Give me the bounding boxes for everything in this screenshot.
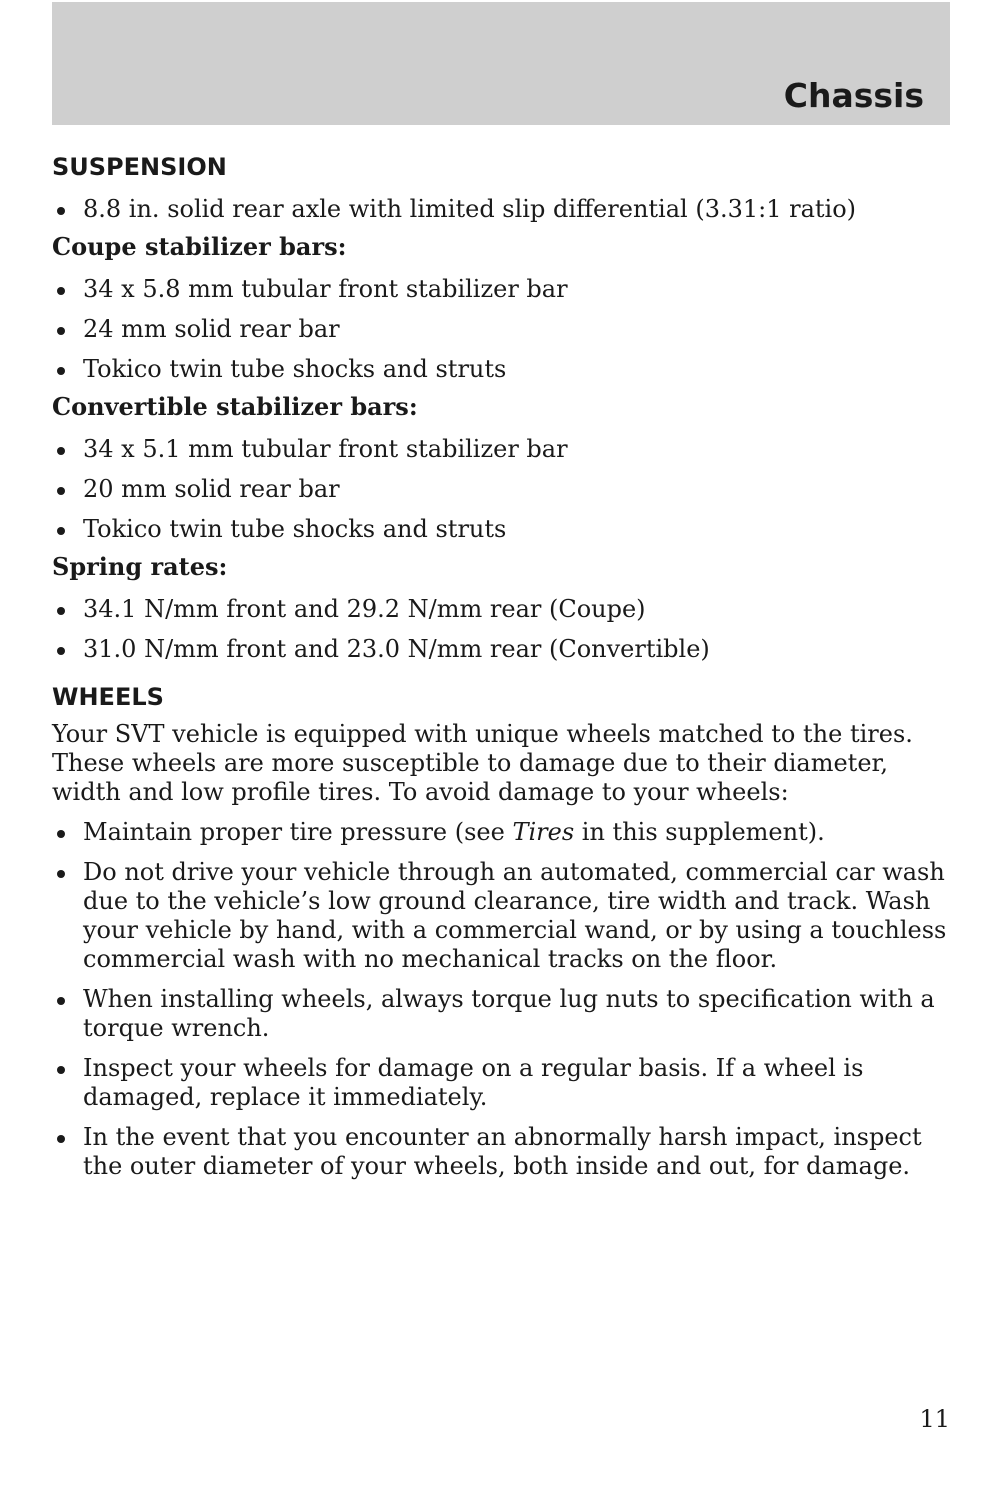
convertible-stabilizer-heading: Convertible stabilizer bars: [52, 392, 418, 421]
list-item: 8.8 in. solid rear axle with limited slip differential (3.31:1 ratio) [52, 195, 950, 224]
tires-reference: Tires [512, 818, 575, 846]
page-content [52, 150, 950, 1181]
coupe-stabilizer-list [52, 275, 950, 384]
header-band [52, 2, 950, 125]
wheels-list [52, 818, 950, 1181]
list-item [52, 818, 950, 847]
list-item: 20 mm solid rear bar [52, 475, 950, 504]
list-item: In the event that you encounter an abnormally harsh impact, inspect the outer diameter of your wheels, both inside and out, for damage. [52, 1123, 950, 1181]
list-item: When installing wheels, always torque lug nuts to specification with a torque wrench. [52, 985, 950, 1043]
suspension-heading: SUSPENSION [52, 153, 227, 181]
tire-pressure-text-end: in this supplement). [574, 818, 825, 846]
list-item: Tokico twin tube shocks and struts [52, 515, 950, 544]
page-title: Chassis [783, 76, 924, 115]
convertible-stabilizer-list [52, 435, 950, 544]
coupe-stabilizer-heading: Coupe stabilizer bars: [52, 232, 347, 261]
spring-rates-heading: Spring rates: [52, 552, 228, 581]
list-item: 31.0 N/mm front and 23.0 N/mm rear (Convertible) [52, 635, 950, 664]
tire-pressure-text: Maintain proper tire pressure (see [83, 818, 513, 846]
list-item: 24 mm solid rear bar [52, 315, 950, 344]
list-item: 34 x 5.8 mm tubular front stabilizer bar [52, 275, 950, 304]
wheels-intro: Your SVT vehicle is equipped with unique wheels matched to the tires. These wheels are more susceptible to damage due to their diameter, width and low profile tires. To avoid damage to your wheels: [52, 720, 913, 806]
list-item: Inspect your wheels for damage on a regular basis. If a wheel is damaged, replace it immediately. [52, 1054, 950, 1112]
spring-rates-list [52, 595, 950, 664]
list-item: Tokico twin tube shocks and struts [52, 355, 950, 384]
list-item: Do not drive your vehicle through an automated, commercial car wash due to the vehicle’s low ground clearance, tire width and track. Wash your vehicle by hand, with a commercial wand, or by using a touchless commercial wash with no mechanical tracks on the floor. [52, 858, 950, 974]
wheels-heading: WHEELS [52, 683, 164, 711]
list-item: 34.1 N/mm front and 29.2 N/mm rear (Coupe) [52, 595, 950, 624]
axle-list [52, 195, 950, 224]
page-number: 11 [919, 1405, 950, 1433]
list-item: 34 x 5.1 mm tubular front stabilizer bar [52, 435, 950, 464]
